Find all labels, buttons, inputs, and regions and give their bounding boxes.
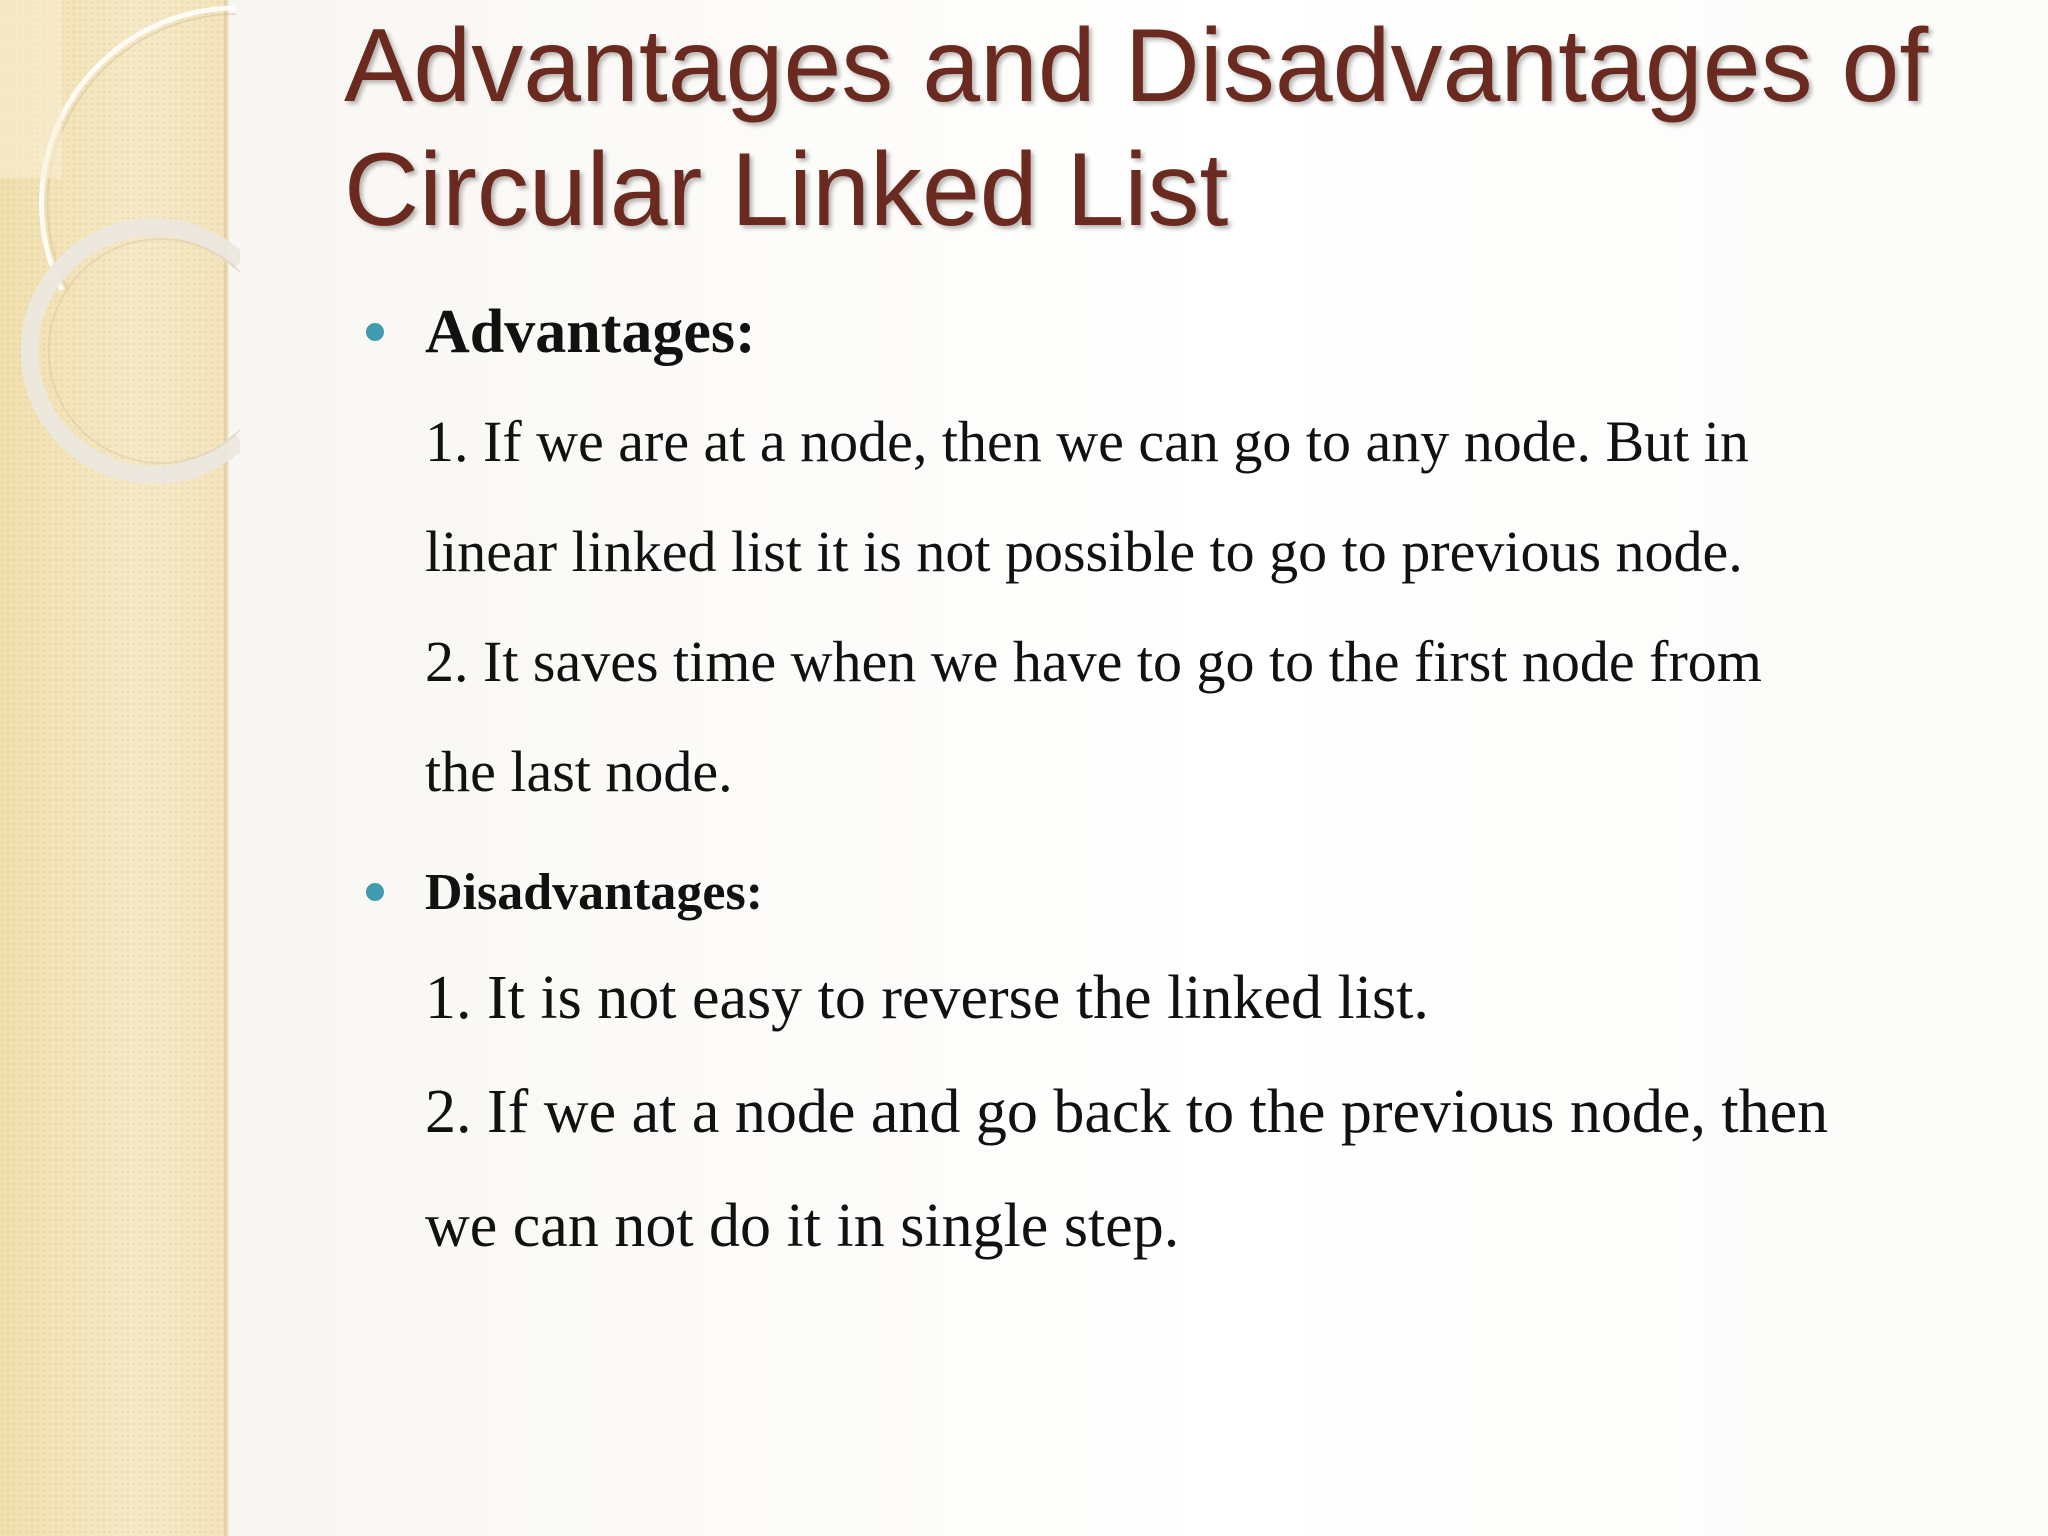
decorative-rings [0, 0, 240, 520]
advantages-heading: Advantages: [425, 298, 756, 366]
slide-title: Advantages and Disadvantages of Circular Linked List [344, 8, 1929, 248]
bullet-icon [366, 323, 384, 341]
disadvantages-line-2: 2. If we at a node and go back to the previous node, then [425, 1078, 1829, 1146]
disadvantages-heading: Disadvantages: [425, 864, 764, 921]
disadvantages-line-1: 1. It is not easy to reverse the linked list. [425, 964, 1429, 1032]
decorative-ring-shadow [49, 239, 240, 463]
bullet-icon [366, 883, 384, 901]
decorative-corner-panel [0, 0, 62, 178]
disadvantages-line-3: we can not do it in single step. [425, 1192, 1180, 1260]
advantages-line-1: 1. If we are at a node, then we can go to any node. But in [425, 409, 1749, 474]
decorative-ring [30, 227, 240, 475]
advantages-line-2: linear linked list it is not possible to go to previous node. [425, 519, 1743, 584]
advantages-line-3: 2. It saves time when we have to go to the first node from [425, 629, 1762, 694]
advantages-line-4: the last node. [425, 739, 733, 804]
